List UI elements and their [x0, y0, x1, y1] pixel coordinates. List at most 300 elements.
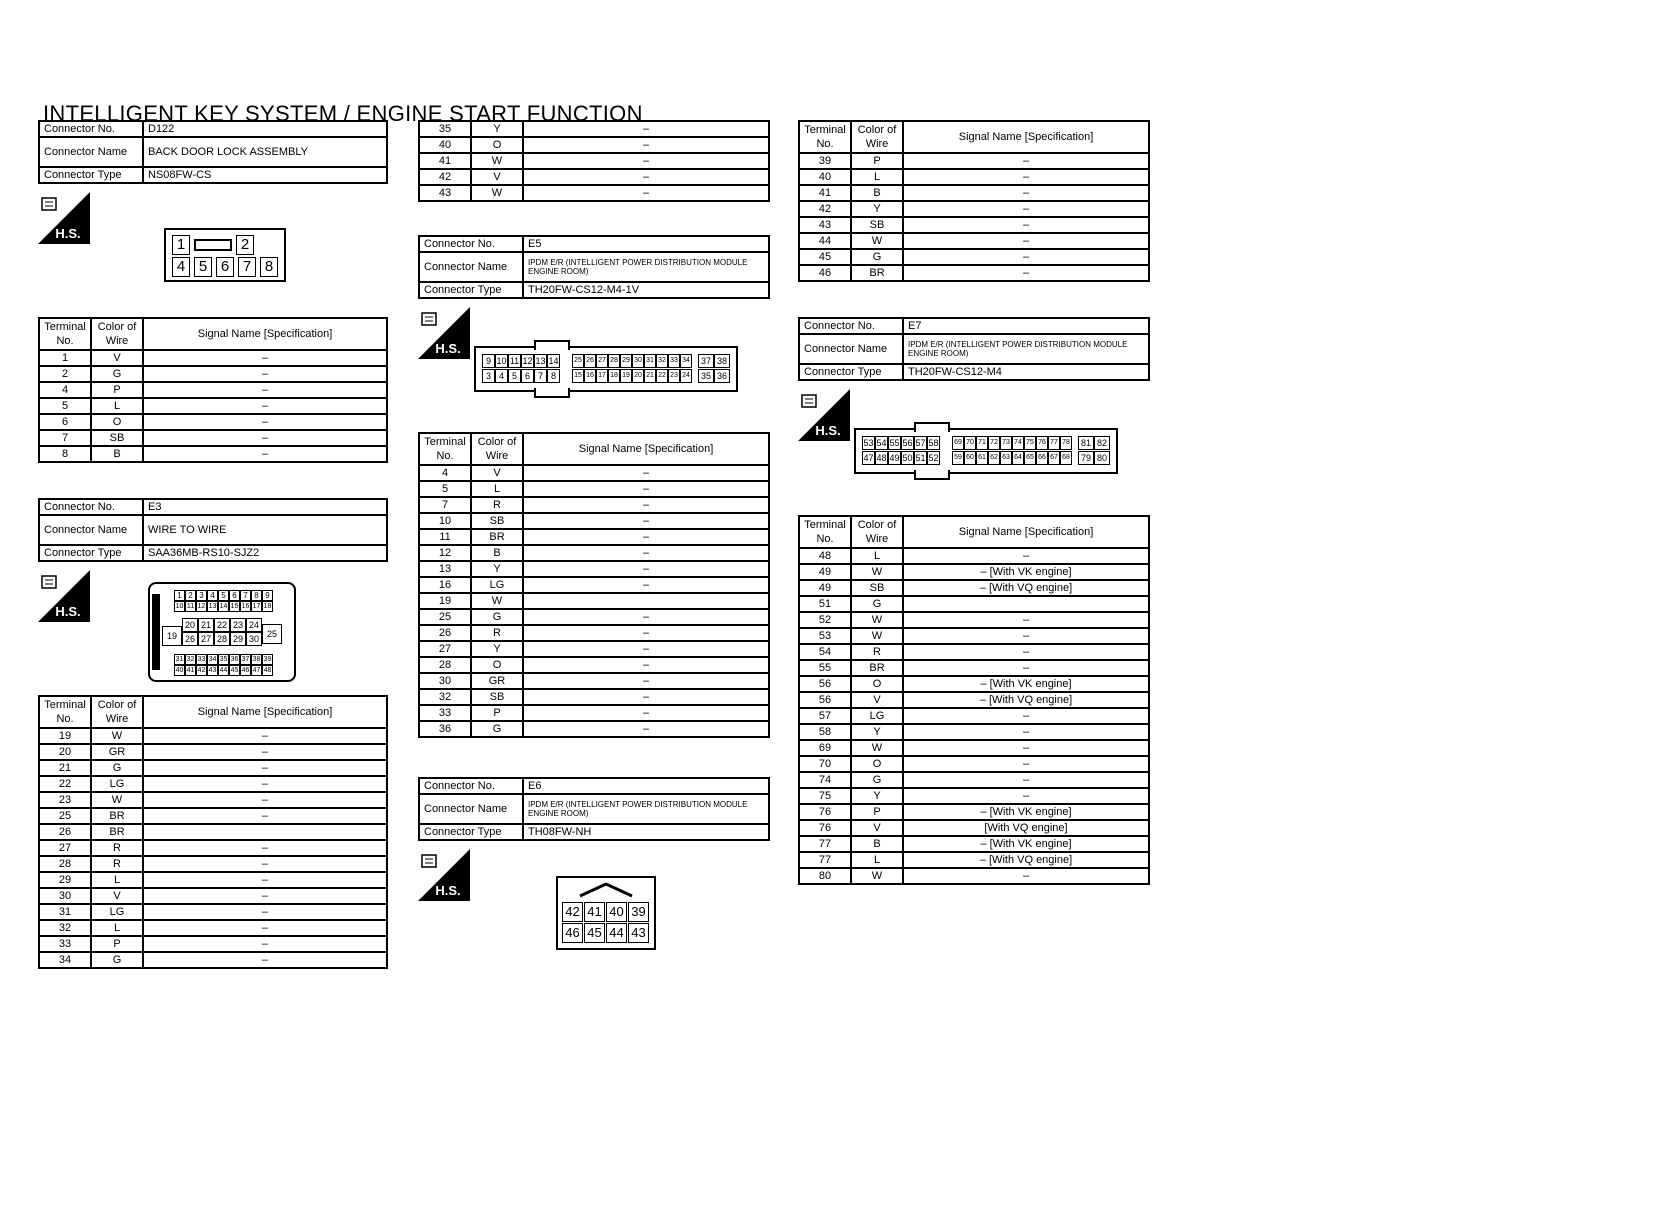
terminal-cell: 49 [799, 580, 851, 596]
signal-cell: – [523, 169, 769, 185]
e3-connector-info [38, 498, 388, 562]
table-row [419, 689, 769, 705]
table-row [39, 872, 387, 888]
pin: 54 [876, 438, 887, 448]
table-row [39, 840, 387, 856]
pin: 19 [162, 626, 182, 646]
color-cell: O [851, 676, 903, 692]
pin: 13 [535, 356, 546, 366]
svg-text:H.S.: H.S. [435, 883, 461, 898]
table-row [799, 804, 1149, 820]
pin: 43 [208, 667, 217, 674]
terminal-cell: 28 [39, 856, 91, 872]
e6-name: IPDM E/R (INTELLIGENT POWER DISTRIBUTION MODULE ENGINE ROOM) [523, 794, 769, 824]
signal-cell: – [903, 724, 1149, 740]
terminal-cell: 58 [799, 724, 851, 740]
table-row [799, 676, 1149, 692]
pin: 22 [656, 369, 668, 383]
table-row [419, 465, 769, 481]
pin: 36 [714, 369, 730, 383]
signal-cell: – [With VQ engine] [903, 852, 1149, 868]
pin: 53 [863, 438, 874, 448]
signal-cell: – [523, 721, 769, 737]
table-row [799, 868, 1149, 884]
pin: 5 [508, 369, 521, 383]
signal-cell: – [903, 628, 1149, 644]
color-cell: B [91, 446, 143, 462]
pin: 9 [482, 354, 495, 368]
table-row [39, 398, 387, 414]
signal-cell: – [523, 641, 769, 657]
pin: 28 [608, 354, 620, 368]
terminal-cell: 41 [419, 153, 471, 169]
e3-connector-face [148, 582, 296, 682]
table-row [39, 350, 387, 366]
signal-cell: – [903, 548, 1149, 564]
color-cell: Y [851, 788, 903, 804]
signal-cell: – [903, 756, 1149, 772]
e3-no: E3 [143, 499, 387, 515]
signal-cell: – [523, 609, 769, 625]
color-cell: L [851, 548, 903, 564]
table-row [799, 740, 1149, 756]
pin: 44 [219, 667, 228, 674]
terminal-cell: 21 [39, 760, 91, 776]
signal-cell: – [903, 708, 1149, 724]
signal-cell: – [903, 788, 1149, 804]
signal-cell: – [523, 625, 769, 641]
pin: 25 [262, 624, 282, 644]
pin: 73 [1000, 436, 1012, 450]
terminal-cell: 33 [419, 705, 471, 721]
e6-type: TH08FW-NH [523, 824, 769, 840]
color-cell: P [471, 705, 523, 721]
signal-cell: – [143, 904, 387, 920]
color-cell: R [471, 625, 523, 641]
terminal-cell: 32 [419, 689, 471, 705]
header-signal-name: Signal Name [Specification] [903, 516, 1149, 548]
pin: 33 [668, 354, 680, 368]
pin: 52 [928, 453, 939, 463]
pin: 72 [988, 436, 1000, 450]
pin: 50 [902, 453, 913, 463]
e7-pin-table [798, 515, 1150, 885]
table-row [419, 721, 769, 737]
color-cell: G [91, 366, 143, 382]
pin: 8 [547, 369, 560, 383]
pin: 48 [263, 667, 272, 674]
table-row [39, 808, 387, 824]
table-row [799, 185, 1149, 201]
hs-harness-side-icon [38, 570, 90, 622]
pin: 37 [241, 656, 250, 663]
color-cell: SB [851, 217, 903, 233]
svg-text:H.S.: H.S. [435, 341, 461, 356]
color-cell: SB [471, 689, 523, 705]
header-terminal-no: Terminal No. [799, 121, 851, 153]
header-color-of-wire: Color of Wire [471, 433, 523, 465]
table-row [799, 708, 1149, 724]
header-color-of-wire: Color of Wire [91, 696, 143, 728]
pin: 71 [976, 436, 988, 450]
d122-type: NS08FW-CS [143, 167, 387, 183]
signal-cell: – [143, 366, 387, 382]
terminal-cell: 80 [799, 868, 851, 884]
label-connector-no: Connector No. [419, 236, 523, 252]
terminal-cell: 16 [419, 577, 471, 593]
terminal-cell: 26 [419, 625, 471, 641]
pin: 14 [219, 603, 228, 610]
terminal-cell: 25 [419, 609, 471, 625]
pin: 26 [182, 632, 198, 646]
signal-cell: – [523, 121, 769, 137]
table-row [799, 660, 1149, 676]
color-cell: R [91, 856, 143, 872]
color-cell: G [851, 772, 903, 788]
pin: 31 [644, 354, 656, 368]
table-row [799, 548, 1149, 564]
color-cell: R [851, 644, 903, 660]
pin: 60 [964, 451, 976, 465]
signal-cell: – [903, 249, 1149, 265]
color-cell: LG [471, 577, 523, 593]
e5-name: IPDM E/R (INTELLIGENT POWER DISTRIBUTION MODULE ENGINE ROOM) [523, 252, 769, 282]
table-row [799, 820, 1149, 836]
pin: 43 [628, 923, 649, 943]
signal-cell: – [903, 265, 1149, 281]
header-terminal-no: Terminal No. [419, 433, 471, 465]
terminal-cell: 26 [39, 824, 91, 840]
e7-no: E7 [903, 318, 1149, 334]
signal-cell: – [143, 446, 387, 462]
pin: 41 [584, 902, 605, 922]
pin: 66 [1036, 451, 1048, 465]
table-row [419, 169, 769, 185]
signal-cell: – [523, 185, 769, 201]
signal-cell: – [143, 776, 387, 792]
table-row [799, 788, 1149, 804]
header-signal-name: Signal Name [Specification] [143, 696, 387, 728]
d122-connector-face [164, 228, 286, 282]
color-cell: V [91, 350, 143, 366]
terminal-cell: 52 [799, 612, 851, 628]
table-row [799, 756, 1149, 772]
terminal-cell: 12 [419, 545, 471, 561]
table-row [799, 772, 1149, 788]
terminal-cell: 41 [799, 185, 851, 201]
table-row [419, 577, 769, 593]
pin: 39 [263, 656, 272, 663]
table-row [799, 596, 1149, 612]
color-cell: V [851, 692, 903, 708]
signal-cell: – [143, 888, 387, 904]
color-cell: Y [851, 724, 903, 740]
pin: 1 [174, 590, 185, 601]
table-row [419, 185, 769, 201]
table-row [799, 612, 1149, 628]
color-cell: SB [91, 430, 143, 446]
pin: 13 [208, 603, 217, 610]
terminal-cell: 32 [39, 920, 91, 936]
header-signal-name: Signal Name [Specification] [903, 121, 1149, 153]
signal-cell: – [143, 414, 387, 430]
signal-cell: – [903, 217, 1149, 233]
pin: 27 [198, 632, 214, 646]
signal-cell: – [With VK engine] [903, 676, 1149, 692]
signal-cell: – [903, 185, 1149, 201]
terminal-cell: 76 [799, 804, 851, 820]
terminal-cell: 40 [799, 169, 851, 185]
color-cell: W [851, 612, 903, 628]
table-row [419, 609, 769, 625]
label-connector-no: Connector No. [39, 121, 143, 137]
color-cell: BR [91, 808, 143, 824]
pin: 40 [606, 902, 627, 922]
color-cell: G [471, 721, 523, 737]
pin: 16 [241, 603, 250, 610]
terminal-cell: 29 [39, 872, 91, 888]
signal-cell: – [903, 233, 1149, 249]
pin: 37 [698, 354, 714, 368]
table-row [39, 952, 387, 968]
table-row [39, 792, 387, 808]
signal-cell: – [523, 705, 769, 721]
color-cell: V [471, 465, 523, 481]
table-row [39, 824, 387, 840]
terminal-cell: 20 [39, 744, 91, 760]
e5-no: E5 [523, 236, 769, 252]
table-row [799, 233, 1149, 249]
pin: 49 [889, 453, 900, 463]
signal-cell [523, 593, 769, 609]
pin: 4 [207, 590, 218, 601]
pin: 57 [915, 438, 926, 448]
signal-cell: – [903, 772, 1149, 788]
e6-connector-info [418, 777, 770, 841]
label-connector-type: Connector Type [419, 282, 523, 298]
signal-cell: – [143, 382, 387, 398]
terminal-cell: 5 [39, 398, 91, 414]
label-connector-name: Connector Name [39, 137, 143, 167]
terminal-cell: 51 [799, 596, 851, 612]
terminal-cell: 43 [419, 185, 471, 201]
signal-cell: – [143, 936, 387, 952]
table-row [419, 625, 769, 641]
pin: 47 [863, 453, 874, 463]
pin: 7 [238, 257, 256, 277]
pin: 45 [584, 923, 605, 943]
terminal-cell: 34 [39, 952, 91, 968]
pin: 31 [175, 656, 184, 663]
terminal-cell: 7 [39, 430, 91, 446]
e5-pin-table [418, 432, 770, 738]
table-row [419, 561, 769, 577]
pin: 32 [186, 656, 195, 663]
pin: 33 [197, 656, 206, 663]
header-color-of-wire: Color of Wire [851, 121, 903, 153]
color-cell: P [91, 936, 143, 952]
label-connector-type: Connector Type [39, 167, 143, 183]
signal-cell [143, 824, 387, 840]
pin: 17 [252, 603, 261, 610]
signal-cell: – [903, 740, 1149, 756]
label-connector-no: Connector No. [39, 499, 143, 515]
e6-no: E6 [523, 778, 769, 794]
pin: 80 [1094, 451, 1110, 465]
color-cell: BR [471, 529, 523, 545]
table-row [799, 265, 1149, 281]
e5-type: TH20FW-CS12-M4-1V [523, 282, 769, 298]
signal-cell: – [523, 545, 769, 561]
color-cell: BR [91, 824, 143, 840]
pin: 29 [230, 632, 246, 646]
table-row [419, 481, 769, 497]
signal-cell: – [903, 153, 1149, 169]
color-cell: O [851, 756, 903, 772]
pin: 5 [218, 590, 229, 601]
pin: 55 [889, 438, 900, 448]
color-cell: GR [471, 673, 523, 689]
d122-no: D122 [143, 121, 387, 137]
color-cell: P [851, 804, 903, 820]
pin: 29 [620, 354, 632, 368]
color-cell: L [91, 398, 143, 414]
terminal-cell: 27 [419, 641, 471, 657]
terminal-cell: 25 [39, 808, 91, 824]
table-row [799, 628, 1149, 644]
pin: 16 [584, 369, 596, 383]
e3-pin-table-continued [418, 120, 770, 202]
color-cell: G [91, 952, 143, 968]
label-connector-no: Connector No. [799, 318, 903, 334]
pin: 20 [182, 618, 198, 632]
signal-cell: – [With VQ engine] [903, 692, 1149, 708]
pin: 81 [1078, 436, 1094, 450]
terminal-cell: 45 [799, 249, 851, 265]
color-cell: V [91, 888, 143, 904]
color-cell: W [91, 728, 143, 744]
pin: 46 [562, 923, 583, 943]
pin: 38 [252, 656, 261, 663]
pin: 1 [172, 235, 190, 255]
hs-harness-side-icon [38, 192, 90, 244]
signal-cell: – [523, 513, 769, 529]
color-cell: SB [851, 580, 903, 596]
signal-cell: – [With VK engine] [903, 564, 1149, 580]
header-terminal-no: Terminal No. [39, 318, 91, 350]
signal-cell: – [523, 673, 769, 689]
pin: 64 [1012, 451, 1024, 465]
terminal-cell: 43 [799, 217, 851, 233]
color-cell: V [851, 820, 903, 836]
hs-harness-side-icon [798, 389, 850, 441]
signal-cell: – [903, 660, 1149, 676]
color-cell: O [471, 657, 523, 673]
pin: 7 [534, 369, 547, 383]
table-row [799, 153, 1149, 169]
color-cell: L [851, 852, 903, 868]
color-cell: W [471, 153, 523, 169]
label-connector-name: Connector Name [799, 334, 903, 364]
pin: 23 [668, 369, 680, 383]
terminal-cell: 74 [799, 772, 851, 788]
pin: 67 [1048, 451, 1060, 465]
pin: 8 [251, 590, 262, 601]
color-cell: Y [471, 121, 523, 137]
pin: 45 [230, 667, 239, 674]
color-cell: B [851, 185, 903, 201]
color-cell: BR [851, 660, 903, 676]
table-row [39, 904, 387, 920]
color-cell: LG [91, 776, 143, 792]
pin: 3 [196, 590, 207, 601]
pin: 6 [521, 369, 534, 383]
signal-cell: – [523, 497, 769, 513]
table-row [39, 856, 387, 872]
terminal-cell: 4 [39, 382, 91, 398]
color-cell: LG [851, 708, 903, 724]
label-connector-type: Connector Type [419, 824, 523, 840]
pin: 47 [252, 667, 261, 674]
table-row [799, 249, 1149, 265]
terminal-cell: 42 [419, 169, 471, 185]
pin: 11 [509, 356, 520, 366]
terminal-cell: 7 [419, 497, 471, 513]
e7-type: TH20FW-CS12-M4 [903, 364, 1149, 380]
terminal-cell: 35 [419, 121, 471, 137]
table-row [39, 776, 387, 792]
pin: 15 [230, 603, 239, 610]
terminal-cell: 19 [419, 593, 471, 609]
pin: 2 [236, 235, 254, 255]
pin: 42 [197, 667, 206, 674]
color-cell: Y [471, 561, 523, 577]
color-cell: Y [471, 641, 523, 657]
pin: 7 [240, 590, 251, 601]
lock-tab [578, 880, 634, 898]
e3-pin-table [38, 695, 388, 969]
table-row [799, 644, 1149, 660]
pin: 10 [175, 603, 184, 610]
pin: 65 [1024, 451, 1036, 465]
color-cell: SB [471, 513, 523, 529]
terminal-cell: 57 [799, 708, 851, 724]
terminal-cell: 54 [799, 644, 851, 660]
lock-tab [194, 239, 232, 251]
signal-cell: – [523, 657, 769, 673]
e5-connector-info [418, 235, 770, 299]
table-row [39, 414, 387, 430]
terminal-cell: 77 [799, 852, 851, 868]
pin: 32 [656, 354, 668, 368]
terminal-cell: 11 [419, 529, 471, 545]
color-cell: V [471, 169, 523, 185]
table-row [419, 513, 769, 529]
color-cell: L [91, 920, 143, 936]
pin: 24 [246, 618, 262, 632]
table-row [419, 529, 769, 545]
signal-cell: – [143, 792, 387, 808]
header-color-of-wire: Color of Wire [851, 516, 903, 548]
pin: 41 [186, 667, 195, 674]
pin: 28 [214, 632, 230, 646]
pin: 14 [548, 356, 559, 366]
signal-cell: – [523, 137, 769, 153]
e7-connector-face [854, 428, 1118, 474]
signal-cell: – [With VK engine] [903, 836, 1149, 852]
color-cell: L [471, 481, 523, 497]
signal-cell: – [143, 952, 387, 968]
